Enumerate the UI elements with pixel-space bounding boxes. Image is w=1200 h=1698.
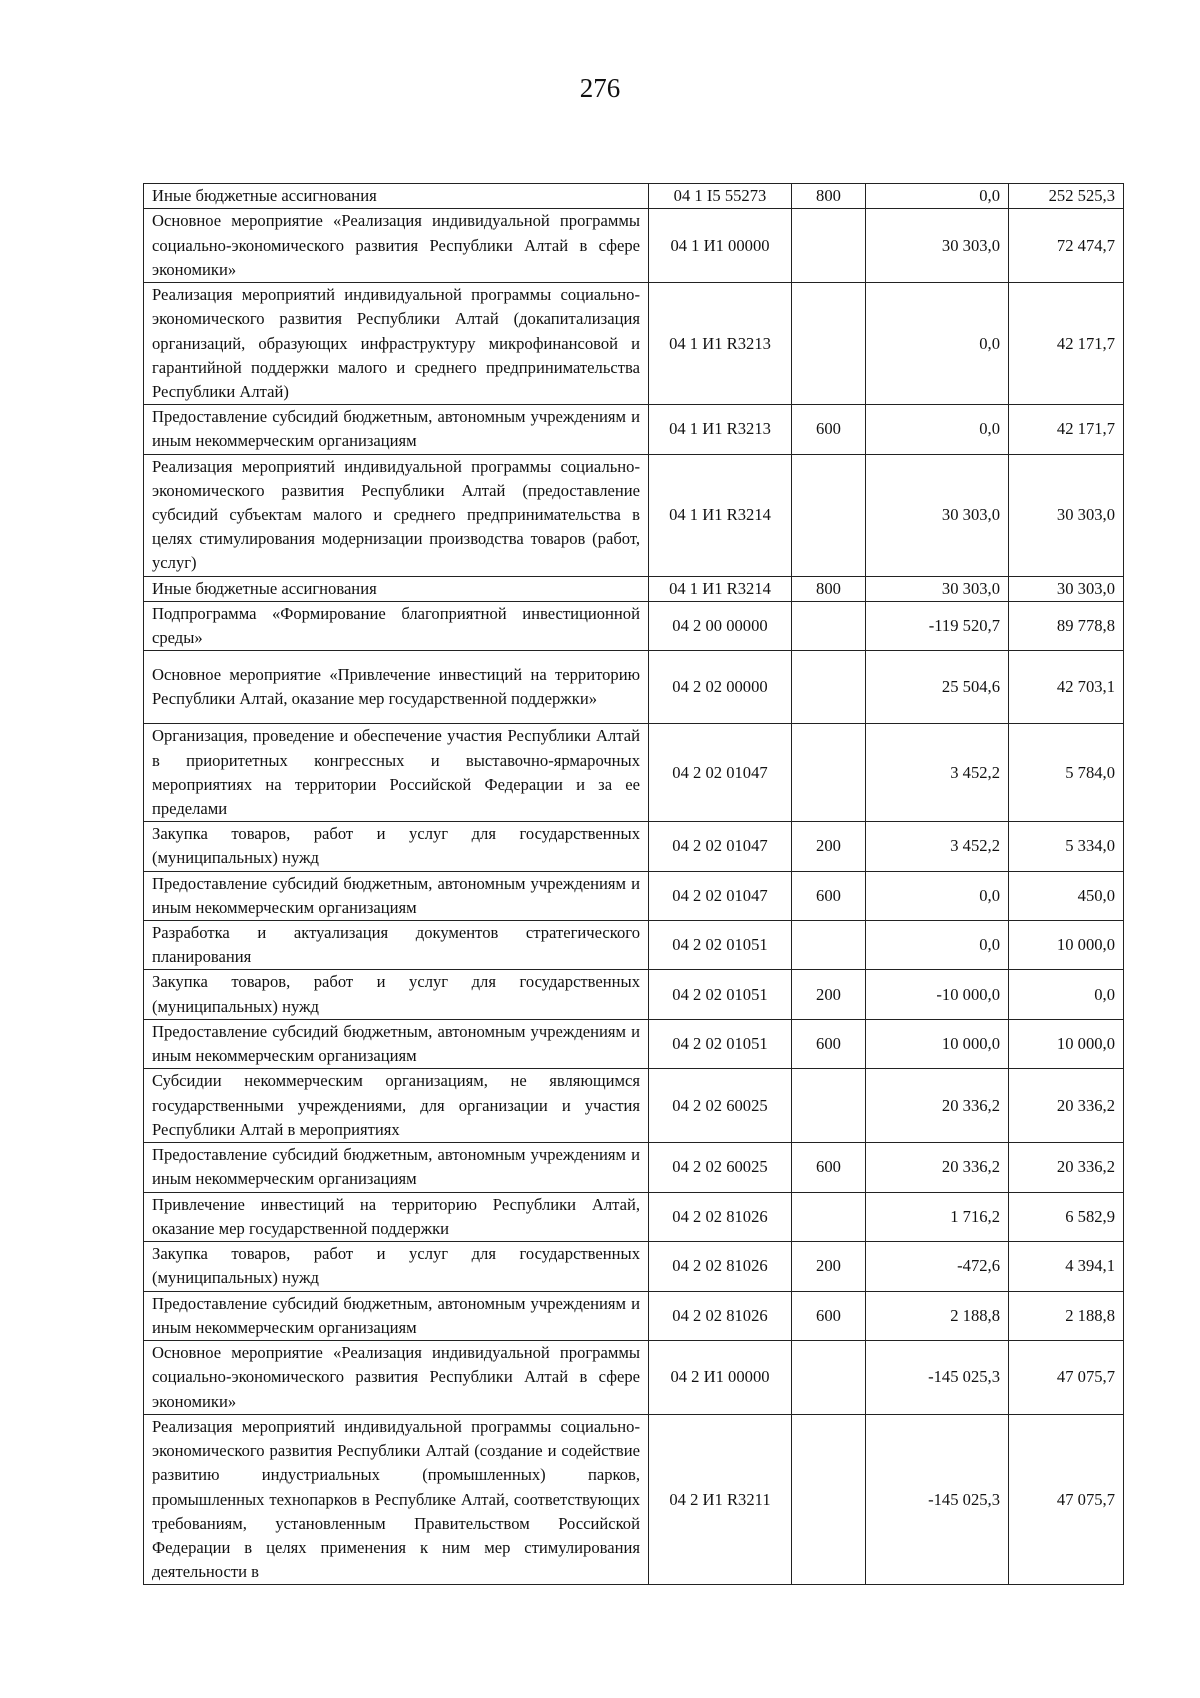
row-total-amount: 42 703,1 bbox=[1009, 651, 1124, 724]
row-code: 04 2 И1 00000 bbox=[649, 1340, 792, 1414]
table-row bbox=[144, 1192, 1124, 1241]
row-code: 04 2 02 01047 bbox=[649, 724, 792, 822]
row-description: Реализация мероприятий индивидуальной программы социально-экономического развития Республики Алтай (предоставление субсидий субъектам малого и среднего предпринимательства в целях стимулирования модернизации производства товаров (работ, услуг) bbox=[144, 454, 649, 576]
row-code: 04 1 И1 R3213 bbox=[649, 283, 792, 405]
budget-table bbox=[143, 183, 1124, 1585]
row-description: Предоставление субсидий бюджетным, автономным учреждениям и иным некоммерческим организациям bbox=[144, 405, 649, 454]
row-expense-type bbox=[792, 454, 866, 576]
row-total-amount: 5 784,0 bbox=[1009, 724, 1124, 822]
row-description: Закупка товаров, работ и услуг для государственных (муниципальных) нужд bbox=[144, 822, 649, 871]
row-change-amount: 3 452,2 bbox=[866, 724, 1009, 822]
row-code: 04 1 И1 00000 bbox=[649, 209, 792, 283]
budget-table-body bbox=[144, 184, 1124, 1585]
table-row bbox=[144, 283, 1124, 405]
row-description: Привлечение инвестиций на территорию Республики Алтай, оказание мер государственной поддержки bbox=[144, 1192, 649, 1241]
table-row bbox=[144, 184, 1124, 209]
table-row bbox=[144, 209, 1124, 283]
row-description: Реализация мероприятий индивидуальной программы социально-экономического развития Республики Алтай (создание и содействие развитию индустриальных (промышленных) парков, промышленных технопарков в Республике Алтай, соответствующих требованиям, установленным Правительством Российской Федерации в целях применения к ним мер стимулирования деятельности в bbox=[144, 1414, 649, 1584]
row-expense-type: 200 bbox=[792, 970, 866, 1019]
table-row bbox=[144, 601, 1124, 650]
row-code: 04 2 02 01047 bbox=[649, 822, 792, 871]
row-code: 04 2 02 01051 bbox=[649, 970, 792, 1019]
row-code: 04 1 И1 R3214 bbox=[649, 454, 792, 576]
row-total-amount: 30 303,0 bbox=[1009, 454, 1124, 576]
row-total-amount: 6 582,9 bbox=[1009, 1192, 1124, 1241]
row-change-amount: 1 716,2 bbox=[866, 1192, 1009, 1241]
row-description: Закупка товаров, работ и услуг для государственных (муниципальных) нужд bbox=[144, 1242, 649, 1291]
row-change-amount: 2 188,8 bbox=[866, 1291, 1009, 1340]
table-row bbox=[144, 822, 1124, 871]
row-expense-type: 800 bbox=[792, 576, 866, 601]
row-code: 04 2 02 81026 bbox=[649, 1192, 792, 1241]
row-description: Закупка товаров, работ и услуг для государственных (муниципальных) нужд bbox=[144, 970, 649, 1019]
row-change-amount: -472,6 bbox=[866, 1242, 1009, 1291]
row-code: 04 2 02 00000 bbox=[649, 651, 792, 724]
row-description: Разработка и актуализация документов стратегического планирования bbox=[144, 921, 649, 970]
row-description: Субсидии некоммерческим организациям, не являющимся государственными учреждениями, для организации и участия Республики Алтай в мероприятиях bbox=[144, 1069, 649, 1143]
row-description: Реализация мероприятий индивидуальной программы социально-экономического развития Республики Алтай (докапитализация организаций, образующих инфраструктуру микрофинансовой и гарантийной поддержки малого и среднего предпринимательства Республики Алтай) bbox=[144, 283, 649, 405]
table-row bbox=[144, 1019, 1124, 1068]
row-expense-type bbox=[792, 1340, 866, 1414]
row-expense-type: 600 bbox=[792, 1143, 866, 1192]
table-row bbox=[144, 1340, 1124, 1414]
row-description: Предоставление субсидий бюджетным, автономным учреждениям и иным некоммерческим организациям bbox=[144, 871, 649, 920]
row-total-amount: 2 188,8 bbox=[1009, 1291, 1124, 1340]
table-row bbox=[144, 1242, 1124, 1291]
table-row bbox=[144, 651, 1124, 724]
row-expense-type bbox=[792, 724, 866, 822]
row-expense-type: 600 bbox=[792, 1291, 866, 1340]
table-row bbox=[144, 1143, 1124, 1192]
row-total-amount: 450,0 bbox=[1009, 871, 1124, 920]
row-code: 04 1 И1 R3214 bbox=[649, 576, 792, 601]
row-change-amount: -119 520,7 bbox=[866, 601, 1009, 650]
row-total-amount: 0,0 bbox=[1009, 970, 1124, 1019]
row-change-amount: 20 336,2 bbox=[866, 1143, 1009, 1192]
row-change-amount: 30 303,0 bbox=[866, 454, 1009, 576]
row-description: Организация, проведение и обеспечение участия Республики Алтай в приоритетных конгрессных и выставочно-ярмарочных мероприятиях на территории Российской Федерации и за ее пределами bbox=[144, 724, 649, 822]
row-total-amount: 10 000,0 bbox=[1009, 1019, 1124, 1068]
row-total-amount: 5 334,0 bbox=[1009, 822, 1124, 871]
table-row bbox=[144, 921, 1124, 970]
row-expense-type bbox=[792, 651, 866, 724]
row-description: Подпрограмма «Формирование благоприятной инвестиционной среды» bbox=[144, 601, 649, 650]
row-description: Основное мероприятие «Реализация индивидуальной программы социально-экономического развития Республики Алтай в сфере экономики» bbox=[144, 1340, 649, 1414]
row-total-amount: 20 336,2 bbox=[1009, 1143, 1124, 1192]
page-number: 276 bbox=[579, 73, 621, 103]
row-code: 04 2 И1 R3211 bbox=[649, 1414, 792, 1584]
row-total-amount: 42 171,7 bbox=[1009, 283, 1124, 405]
row-change-amount: 3 452,2 bbox=[866, 822, 1009, 871]
row-expense-type bbox=[792, 1069, 866, 1143]
row-total-amount: 89 778,8 bbox=[1009, 601, 1124, 650]
table-row bbox=[144, 1069, 1124, 1143]
row-total-amount: 10 000,0 bbox=[1009, 921, 1124, 970]
row-code: 04 2 02 81026 bbox=[649, 1291, 792, 1340]
row-code: 04 2 02 01051 bbox=[649, 1019, 792, 1068]
row-change-amount: -10 000,0 bbox=[866, 970, 1009, 1019]
table-row bbox=[144, 454, 1124, 576]
row-description: Основное мероприятие «Привлечение инвестиций на территорию Республики Алтай, оказание мер государственной поддержки» bbox=[144, 651, 649, 724]
row-change-amount: 0,0 bbox=[866, 871, 1009, 920]
row-description: Предоставление субсидий бюджетным, автономным учреждениям и иным некоммерческим организациям bbox=[144, 1291, 649, 1340]
row-description: Иные бюджетные ассигнования bbox=[144, 184, 649, 209]
row-change-amount: -145 025,3 bbox=[866, 1340, 1009, 1414]
row-total-amount: 47 075,7 bbox=[1009, 1340, 1124, 1414]
row-description: Иные бюджетные ассигнования bbox=[144, 576, 649, 601]
row-change-amount: 0,0 bbox=[866, 405, 1009, 454]
table-row bbox=[144, 871, 1124, 920]
row-total-amount: 42 171,7 bbox=[1009, 405, 1124, 454]
row-change-amount: 30 303,0 bbox=[866, 209, 1009, 283]
row-total-amount: 252 525,3 bbox=[1009, 184, 1124, 209]
table-row bbox=[144, 1414, 1124, 1584]
row-code: 04 2 02 01047 bbox=[649, 871, 792, 920]
row-expense-type: 800 bbox=[792, 184, 866, 209]
row-total-amount: 20 336,2 bbox=[1009, 1069, 1124, 1143]
row-total-amount: 4 394,1 bbox=[1009, 1242, 1124, 1291]
row-code: 04 1 I5 55273 bbox=[649, 184, 792, 209]
row-change-amount: 10 000,0 bbox=[866, 1019, 1009, 1068]
row-expense-type bbox=[792, 209, 866, 283]
row-change-amount: 20 336,2 bbox=[866, 1069, 1009, 1143]
row-total-amount: 30 303,0 bbox=[1009, 576, 1124, 601]
row-expense-type bbox=[792, 1414, 866, 1584]
row-total-amount: 47 075,7 bbox=[1009, 1414, 1124, 1584]
row-expense-type: 200 bbox=[792, 822, 866, 871]
row-expense-type bbox=[792, 921, 866, 970]
row-expense-type: 600 bbox=[792, 1019, 866, 1068]
row-code: 04 2 02 60025 bbox=[649, 1143, 792, 1192]
row-expense-type: 600 bbox=[792, 871, 866, 920]
row-total-amount: 72 474,7 bbox=[1009, 209, 1124, 283]
row-change-amount: 0,0 bbox=[866, 921, 1009, 970]
row-change-amount: 0,0 bbox=[866, 184, 1009, 209]
row-expense-type bbox=[792, 1192, 866, 1241]
table-row bbox=[144, 970, 1124, 1019]
row-code: 04 2 02 01051 bbox=[649, 921, 792, 970]
row-expense-type bbox=[792, 601, 866, 650]
row-code: 04 2 02 81026 bbox=[649, 1242, 792, 1291]
row-change-amount: 30 303,0 bbox=[866, 576, 1009, 601]
table-row bbox=[144, 576, 1124, 601]
row-change-amount: 0,0 bbox=[866, 283, 1009, 405]
row-expense-type: 200 bbox=[792, 1242, 866, 1291]
row-change-amount: 25 504,6 bbox=[866, 651, 1009, 724]
row-expense-type bbox=[792, 283, 866, 405]
table-row bbox=[144, 1291, 1124, 1340]
row-code: 04 1 И1 R3213 bbox=[649, 405, 792, 454]
row-description: Основное мероприятие «Реализация индивидуальной программы социально-экономического развития Республики Алтай в сфере экономики» bbox=[144, 209, 649, 283]
row-code: 04 2 02 60025 bbox=[649, 1069, 792, 1143]
table-row bbox=[144, 724, 1124, 822]
row-code: 04 2 00 00000 bbox=[649, 601, 792, 650]
row-description: Предоставление субсидий бюджетным, автономным учреждениям и иным некоммерческим организациям bbox=[144, 1019, 649, 1068]
row-description: Предоставление субсидий бюджетным, автономным учреждениям и иным некоммерческим организациям bbox=[144, 1143, 649, 1192]
table-row bbox=[144, 405, 1124, 454]
row-expense-type: 600 bbox=[792, 405, 866, 454]
row-change-amount: -145 025,3 bbox=[866, 1414, 1009, 1584]
